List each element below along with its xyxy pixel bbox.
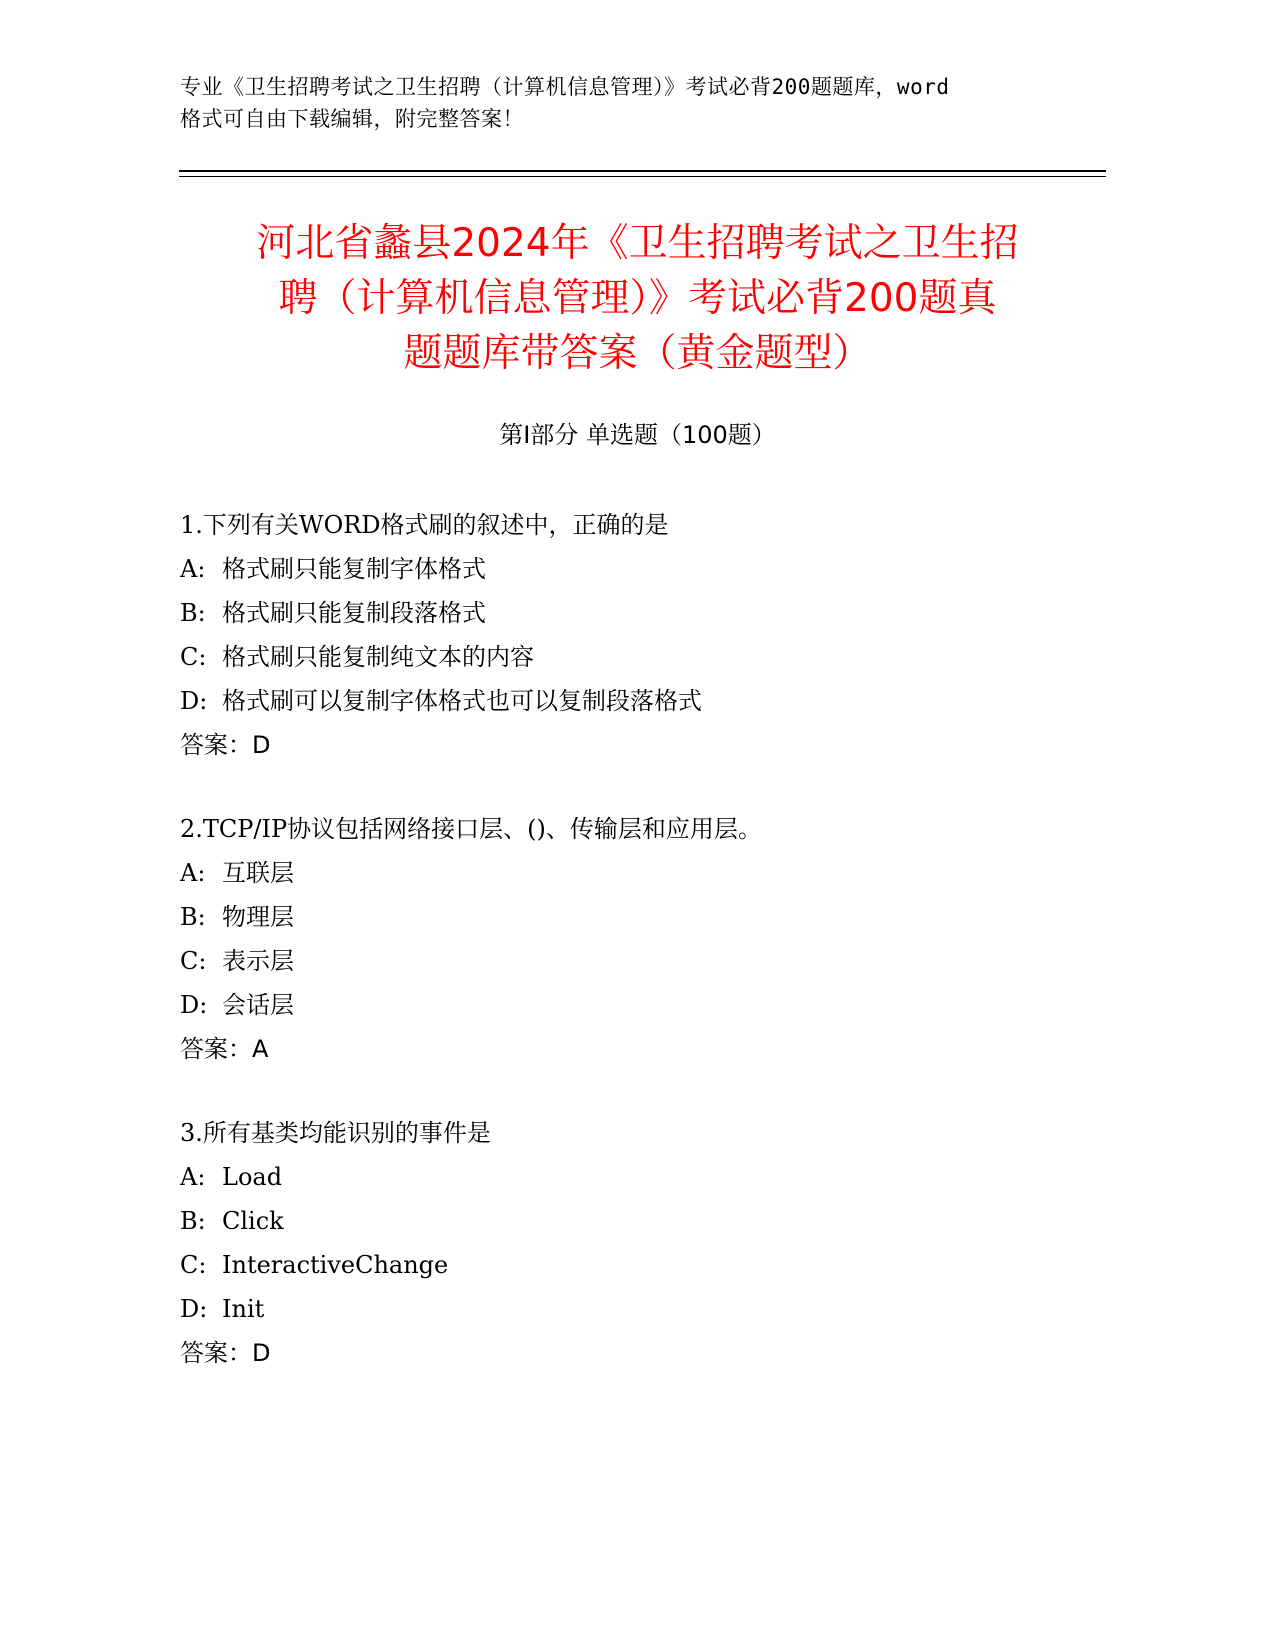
option-d <box>180 1287 1100 1331</box>
option-letter: D: <box>180 991 208 1019</box>
option-a <box>180 1155 1100 1199</box>
option-text: 格式刷只能复制字体格式 <box>222 555 486 583</box>
option-text: 格式刷只能复制段落格式 <box>222 599 486 627</box>
document-title <box>170 216 1105 381</box>
title-line-2: 聘（计算机信息管理）》考试必背200题真 <box>278 276 997 321</box>
answer-line: 答案：D <box>180 1339 271 1367</box>
option-b <box>180 895 1100 939</box>
option-c <box>180 635 1100 679</box>
question-1 <box>180 503 1100 767</box>
option-letter: B: <box>180 599 206 627</box>
option-c <box>180 939 1100 983</box>
option-letter: D: <box>180 687 208 715</box>
question-list <box>180 503 1100 1415</box>
option-letter: C: <box>180 1251 207 1279</box>
option-letter: D: <box>180 1295 208 1323</box>
question-3 <box>180 1111 1100 1375</box>
option-b <box>180 591 1100 635</box>
question-stem: 2.TCP/IP协议包括网络接口层、()、传输层和应用层。 <box>180 815 762 843</box>
option-text: Init <box>222 1295 265 1323</box>
answer-line: 答案：D <box>180 731 271 759</box>
option-letter: B: <box>180 1207 206 1235</box>
header-note <box>180 71 1100 135</box>
option-text: 物理层 <box>222 903 294 931</box>
header-note-line-1: 专业《卫生招聘考试之卫生招聘（计算机信息管理）》考试必背200题题库，word <box>180 75 950 99</box>
option-d <box>180 679 1100 723</box>
option-letter: C: <box>180 947 207 975</box>
option-b <box>180 1199 1100 1243</box>
option-letter: A: <box>180 859 206 887</box>
question-stem: 1.下列有关WORD格式刷的叙述中，正确的是 <box>180 511 669 539</box>
option-c <box>180 1243 1100 1287</box>
question-stem: 3.所有基类均能识别的事件是 <box>180 1119 491 1147</box>
option-a <box>180 547 1100 591</box>
title-line-3: 题题库带答案（黄金题型） <box>403 331 872 376</box>
option-text: 会话层 <box>222 991 294 1019</box>
option-letter: B: <box>180 903 206 931</box>
option-letter: C: <box>180 643 207 671</box>
title-line-1: 河北省蠡县2024年《卫生招聘考试之卫生招 <box>256 221 1019 266</box>
option-letter: A: <box>180 1163 206 1191</box>
option-d <box>180 983 1100 1027</box>
option-text: 表示层 <box>222 947 294 975</box>
header-rule-thick <box>179 170 1106 172</box>
option-text: 格式刷可以复制字体格式也可以复制段落格式 <box>222 687 702 715</box>
option-text: 格式刷只能复制纯文本的内容 <box>222 643 534 671</box>
option-text: 互联层 <box>222 859 294 887</box>
option-text: Click <box>222 1207 284 1235</box>
header-note-line-2: 格式可自由下载编辑，附完整答案！ <box>180 107 524 131</box>
option-text: Load <box>222 1163 283 1191</box>
header-rule-thin <box>179 176 1106 177</box>
answer-line: 答案：A <box>180 1035 269 1063</box>
section-heading: 第Ⅰ部分 单选题（100题） <box>499 421 776 449</box>
option-a <box>180 851 1100 895</box>
option-text: InteractiveChange <box>222 1251 449 1279</box>
question-2 <box>180 807 1100 1071</box>
option-letter: A: <box>180 555 206 583</box>
